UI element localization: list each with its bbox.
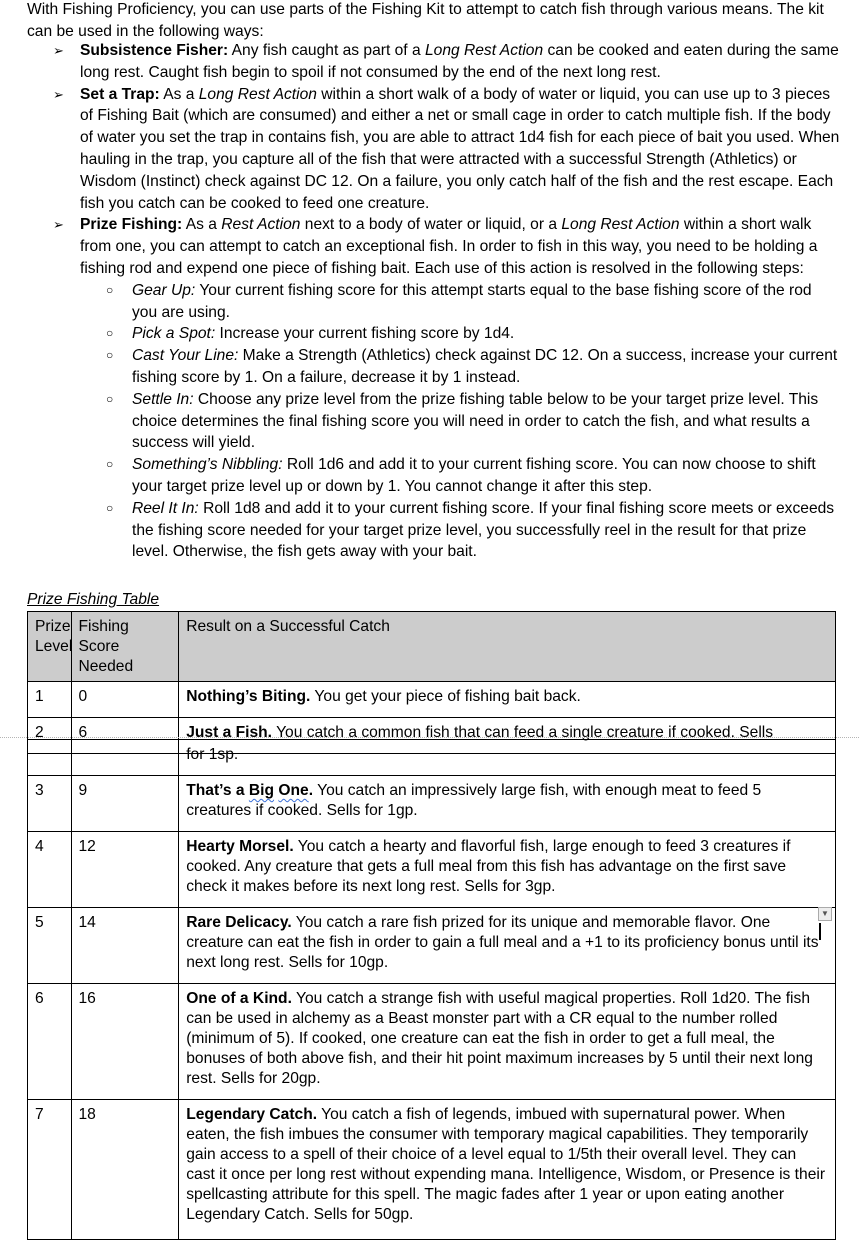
usage-list bbox=[0, 40, 859, 563]
step-gear-up: ○ Gear Up: Your current fishing score for this attempt starts equal to the base fishing score of the rod you are using. bbox=[106, 281, 812, 321]
spellcheck-word[interactable]: One bbox=[278, 782, 309, 799]
prize-fishing-table-continued bbox=[27, 739, 836, 1240]
list-item-subsistence-fisher: ➢ Subsistence Fisher: Any fish caught as part of a Long Rest Action can be cooked and eaten during the same long rest. Caught fish begin to spoil if not consumed by the end of the next long rest. bbox=[53, 42, 839, 81]
table-row: 3 9 That’s a Big One. You catch an impressively large fish, with enough meat to feed 5 creatures if cooked. Sells for 1gp. bbox=[28, 776, 836, 832]
step-cast-your-line: ○ Cast Your Line: Make a Strength (Athletics) check against DC 12. On a success, increase your current fishing score by 1. On a failure, decrease it by 1 instead. bbox=[106, 347, 838, 386]
header-result: Result on a Successful Catch bbox=[179, 612, 836, 682]
item-title: Subsistence Fisher: bbox=[80, 42, 229, 59]
header-fishing-score: Fishing Score Needed bbox=[71, 612, 179, 682]
table-caption: Prize Fishing Table bbox=[27, 591, 160, 608]
arrow-bullet-icon: ➢ bbox=[53, 217, 64, 233]
step-pick-a-spot: ○ Pick a Spot: Increase your current fishing score by 1d4. bbox=[0, 323, 840, 345]
table-row: 2 6 Just a Fish. You catch a common fish that can feed a single creature if cooked. Sells bbox=[28, 718, 836, 754]
arrow-bullet-icon: ➢ bbox=[53, 43, 64, 58]
intro-paragraph: With Fishing Proficiency, you can use parts of the Fishing Kit to attempt to catch fish through various means. The kit can be used in the following ways: bbox=[27, 1, 824, 40]
circle-bullet-icon: ○ bbox=[106, 500, 114, 515]
list-item-set-a-trap: ➢ Set a Trap: As a Long Rest Action within a short walk of a body of water or liquid, you can use up to 3 pieces of Fishing Bait (which are consumed) and either a net or small cage in order to catch multiple fish. If the body of water you set the trap in contains fish, you are able to attract 1d4 fish for each piece of bait you used. When hauling in the trap, you capture all of the fish that were attracted with a successful Strength (Athletics) or Wisdom (Instinct) check against DC 12. On a failure, you only catch half of the fish and the rest escape. Each fish you catch can be cooked to feed one creature. bbox=[53, 85, 840, 212]
header-prize-level: Prize Level bbox=[28, 612, 72, 682]
spellcheck-word[interactable]: Big bbox=[248, 782, 275, 799]
arrow-bullet-icon: ➢ bbox=[53, 86, 64, 102]
table-header-row bbox=[28, 612, 836, 682]
text-cursor bbox=[819, 923, 821, 940]
circle-bullet-icon: ○ bbox=[106, 391, 114, 406]
circle-bullet-icon: ○ bbox=[106, 282, 114, 297]
circle-bullet-icon: ○ bbox=[106, 457, 114, 472]
table-row: 1 0 Nothing’s Biting. You get your piece of fishing bait back. bbox=[28, 682, 836, 718]
step-somethings-nibbling: ○ Something’s Nibbling: Roll 1d6 and add it to your current fishing score. You can now choose to shift your target prize level up or down by 1. You cannot change it after this step. bbox=[106, 456, 816, 495]
table-row: 5 14 Rare Delicacy. You catch a rare fish prized for its unique and memorable flavor. One creature can eat the fish in order to gain a full meal and a +1 to its proficiency bonus until its next long rest. Sells for 10gp. bbox=[28, 908, 836, 984]
prize-fishing-steps bbox=[0, 280, 859, 563]
circle-bullet-icon: ○ bbox=[106, 348, 114, 363]
page-break-divider bbox=[0, 737, 859, 738]
item-title: Prize Fishing: bbox=[80, 216, 183, 234]
step-settle-in: ○ Settle In: Choose any prize level from the prize fishing table below to be your target prize level. This choice determines the final fishing score you will need in order to catch the fish, and what results a success will yield. bbox=[106, 390, 819, 452]
comment-dropdown-icon[interactable]: ▼ bbox=[818, 907, 832, 921]
prize-fishing-table bbox=[27, 611, 836, 754]
list-item-prize-fishing: ➢ Prize Fishing: As a Rest Action next to a body of water or liquid, or a Long Rest Action within a short walk from one, you can attempt to catch an exceptional fish. In order to fish in this way, you need to be holding a fishing rod and expend one piece of fishing bait. Each use of this action is resolved in the following steps: bbox=[53, 216, 818, 277]
circle-bullet-icon: ○ bbox=[106, 326, 114, 341]
table-row: 6 16 One of a Kind. You catch a strange fish with useful magical properties. Roll 1d20. The fish can be used in alchemy as a Beast monster part with a CR equal to the number rolled (minimum of 5). If cooked, one creature can eat the fish in order to get a full meal, the bonuses of both above fish, and their hit point maximum increases by 5 until their next long rest. Sells for 20gp. bbox=[28, 984, 836, 1100]
item-title: Set a Trap: bbox=[80, 85, 160, 103]
table-row: for 1sp. bbox=[28, 740, 836, 776]
step-reel-it-in: ○ Reel It In: Roll 1d8 and add it to your current fishing score. If your final fishing score meets or exceeds the fishing score needed for your target prize level, you successfully reel in the result for that prize level. Otherwise, the fish gets away with your bait. bbox=[106, 499, 835, 561]
table-row: 7 18 Legendary Catch. You catch a fish of legends, imbued with supernatural power. When eaten, the fish imbues the consumer with temporary magical capabilities. They temporarily gain access to a spell of their choice of a level equal to 1/5th their overall level. They can cast it once per long rest without expending mana. Intelligence, Wisdom, or Presence is their spellcasting attribute for this spell. The magic fades after 1 year or upon eating another Legendary Catch. Sells for 50gp. bbox=[28, 1100, 836, 1240]
table-row: 4 12 Hearty Morsel. You catch a hearty and flavorful fish, large enough to feed 3 creatures if cooked. Any creature that gets a full meal from this fish has advantage on the first save check it makes before its next long rest. Sells for 3gp. bbox=[28, 832, 836, 908]
